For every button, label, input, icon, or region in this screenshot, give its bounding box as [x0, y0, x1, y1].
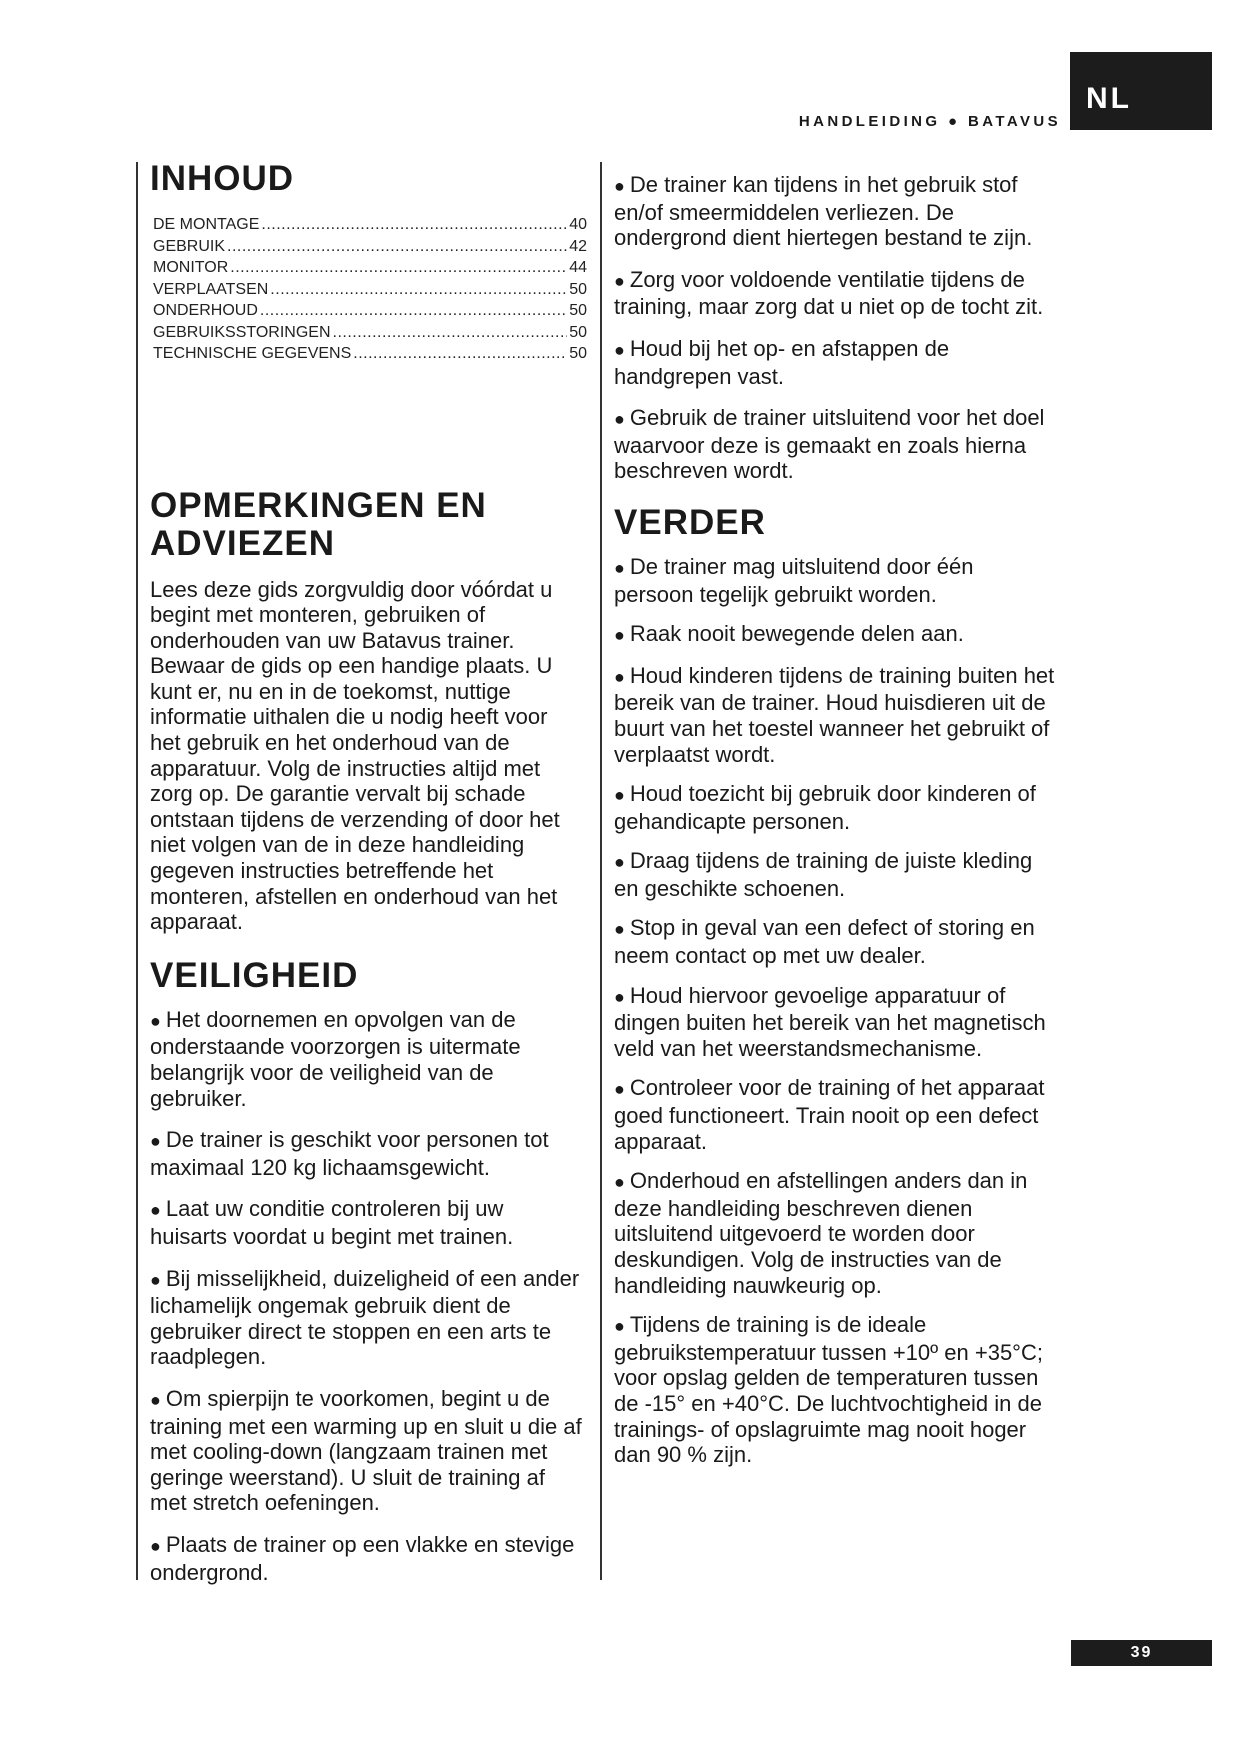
toc-item[interactable]: GEBRUIK ..... 42	[153, 236, 587, 258]
toc-item[interactable]: ONDERHOUD ..... 50	[153, 300, 587, 322]
table-of-contents	[153, 214, 587, 365]
list-item: ● De trainer mag uitsluitend door één persoon tegelijk gebruikt worden.	[614, 553, 974, 607]
list-item: ● Draag tijdens de training de juiste kleding en geschikte schoenen.	[614, 848, 1033, 901]
toc-item[interactable]: VERPLAATSEN ..... 50	[153, 279, 587, 301]
list-item: ● Houd kinderen tijdens de training buiten het bereik van de trainer. Houd huisdieren uit de buurt van het toestel wanneer het gebruikt of verplaatst wordt.	[614, 662, 1055, 767]
list-item: ● Onderhoud en afstellingen anders dan in deze handleiding beschreven dienen uitsluitend uitgevoerd te worden door deskundigen. Volg de instructies van de handleiding nauwkeurig op.	[614, 1168, 1028, 1298]
left-column	[136, 159, 590, 1585]
list-item: ● Houd bij het op- en afstappen de handgrepen vast.	[614, 335, 950, 389]
safety-continued-list	[614, 172, 1054, 484]
further-title: VERDER	[614, 502, 766, 542]
safety-title: VEILIGHEID	[150, 955, 359, 995]
list-item: ● Gebruik de trainer uitsluitend voor het doel waarvoor deze is gemaakt en zoals hierna beschreven wordt.	[614, 405, 1045, 484]
toc-item[interactable]: TECHNISCHE GEGEVENS ..... 50	[153, 343, 587, 365]
toc-item[interactable]: MONITOR ..... 44	[153, 257, 587, 279]
toc-item[interactable]: GEBRUIKSSTORINGEN ..... 50	[153, 322, 587, 344]
right-column	[600, 162, 1066, 1580]
toc-title: INHOUD	[150, 159, 295, 198]
list-item: ● Plaats de trainer op een vlakke en stevige ondergrond.	[150, 1531, 575, 1585]
list-item: ● Raak nooit bewegende delen aan.	[614, 621, 964, 647]
list-item: ● Houd toezicht bij gebruik door kinderen of gehandicapte personen.	[614, 781, 1036, 834]
list-item: ● Tijdens de training is de ideale gebruikstemperatuur tussen +10º en +35°C; voor opslag gelden de temperaturen tussen de -15° en +40°C. De luchtvochtigheid in de trainings- of opslagruimte mag nooit hoger dan 90 % zijn.	[614, 1312, 1043, 1468]
list-item: ● De trainer is geschikt voor personen tot maximaal 120 kg lichaamsgewicht.	[150, 1127, 549, 1180]
remarks-text: Lees deze gids zorgvuldig door vóórdat u begint met monteren, gebruiken of onderhouden van uw Batavus trainer. Bewaar de gids op een handige plaats. U kunt er, nu en in de toekomst, nuttige informatie uithalen die u nodig heeft voor het gebruik en het onderhoud van de apparatuur. Volg de instructies altijd met zorg op. De garantie vervalt bij schade ontstaan tijdens de verzending of door het niet volgen van de in deze handleiding gegeven instructies betreffende het monteren, afstellen en onderhoud van het apparaat.	[150, 576, 560, 935]
language-tab: NL	[1070, 52, 1212, 130]
list-item: ● De trainer kan tijdens in het gebruik stof en/of smeermiddelen verliezen. De ondergrond dient hiertegen bestand te zijn.	[614, 172, 1033, 251]
remarks-title: OPMERKINGEN EN ADVIEZEN	[150, 485, 487, 563]
list-item: ● Controleer voor de training of het apparaat goed functioneert. Train nooit op een defect apparaat.	[614, 1075, 1045, 1154]
list-item: ● Bij misselijkheid, duizeligheid of een ander lichamelijk ongemak gebruik dient de gebruiker direct te stoppen en een arts te raadplegen.	[150, 1265, 580, 1370]
list-item: ● Houd hiervoor gevoelige apparatuur of dingen buiten het bereik van het magnetisch veld van het weerstandsmechanisme.	[614, 982, 1046, 1061]
safety-list	[150, 1007, 586, 1585]
list-item: ● Stop in geval van een defect of storing en neem contact op met uw dealer.	[614, 915, 1035, 969]
list-item: ● Zorg voor voldoende ventilatie tijdens de training, maar zorg dat u niet op de tocht zit.	[614, 266, 1044, 320]
list-item: ● Het doornemen en opvolgen van de onderstaande voorzorgen is uitermate belangrijk voor de veiligheid van de gebruiker.	[150, 1006, 521, 1111]
list-item: ● Laat uw conditie controleren bij uw huisarts voordat u begint met trainen.	[150, 1196, 514, 1249]
list-item: ● Om spierpijn te voorkomen, begint u de training met een warming up en sluit u die af met cooling-down (langzaam trainen met geringe weerstand). U sluit de training af met stretch oefeningen.	[150, 1385, 582, 1516]
running-title: HANDLEIDING ● BATAVUS	[798, 113, 1061, 130]
page-number: 39	[1071, 1640, 1212, 1666]
toc-item[interactable]: DE MONTAGE ..... 40	[153, 214, 587, 236]
further-list	[614, 554, 1058, 1468]
